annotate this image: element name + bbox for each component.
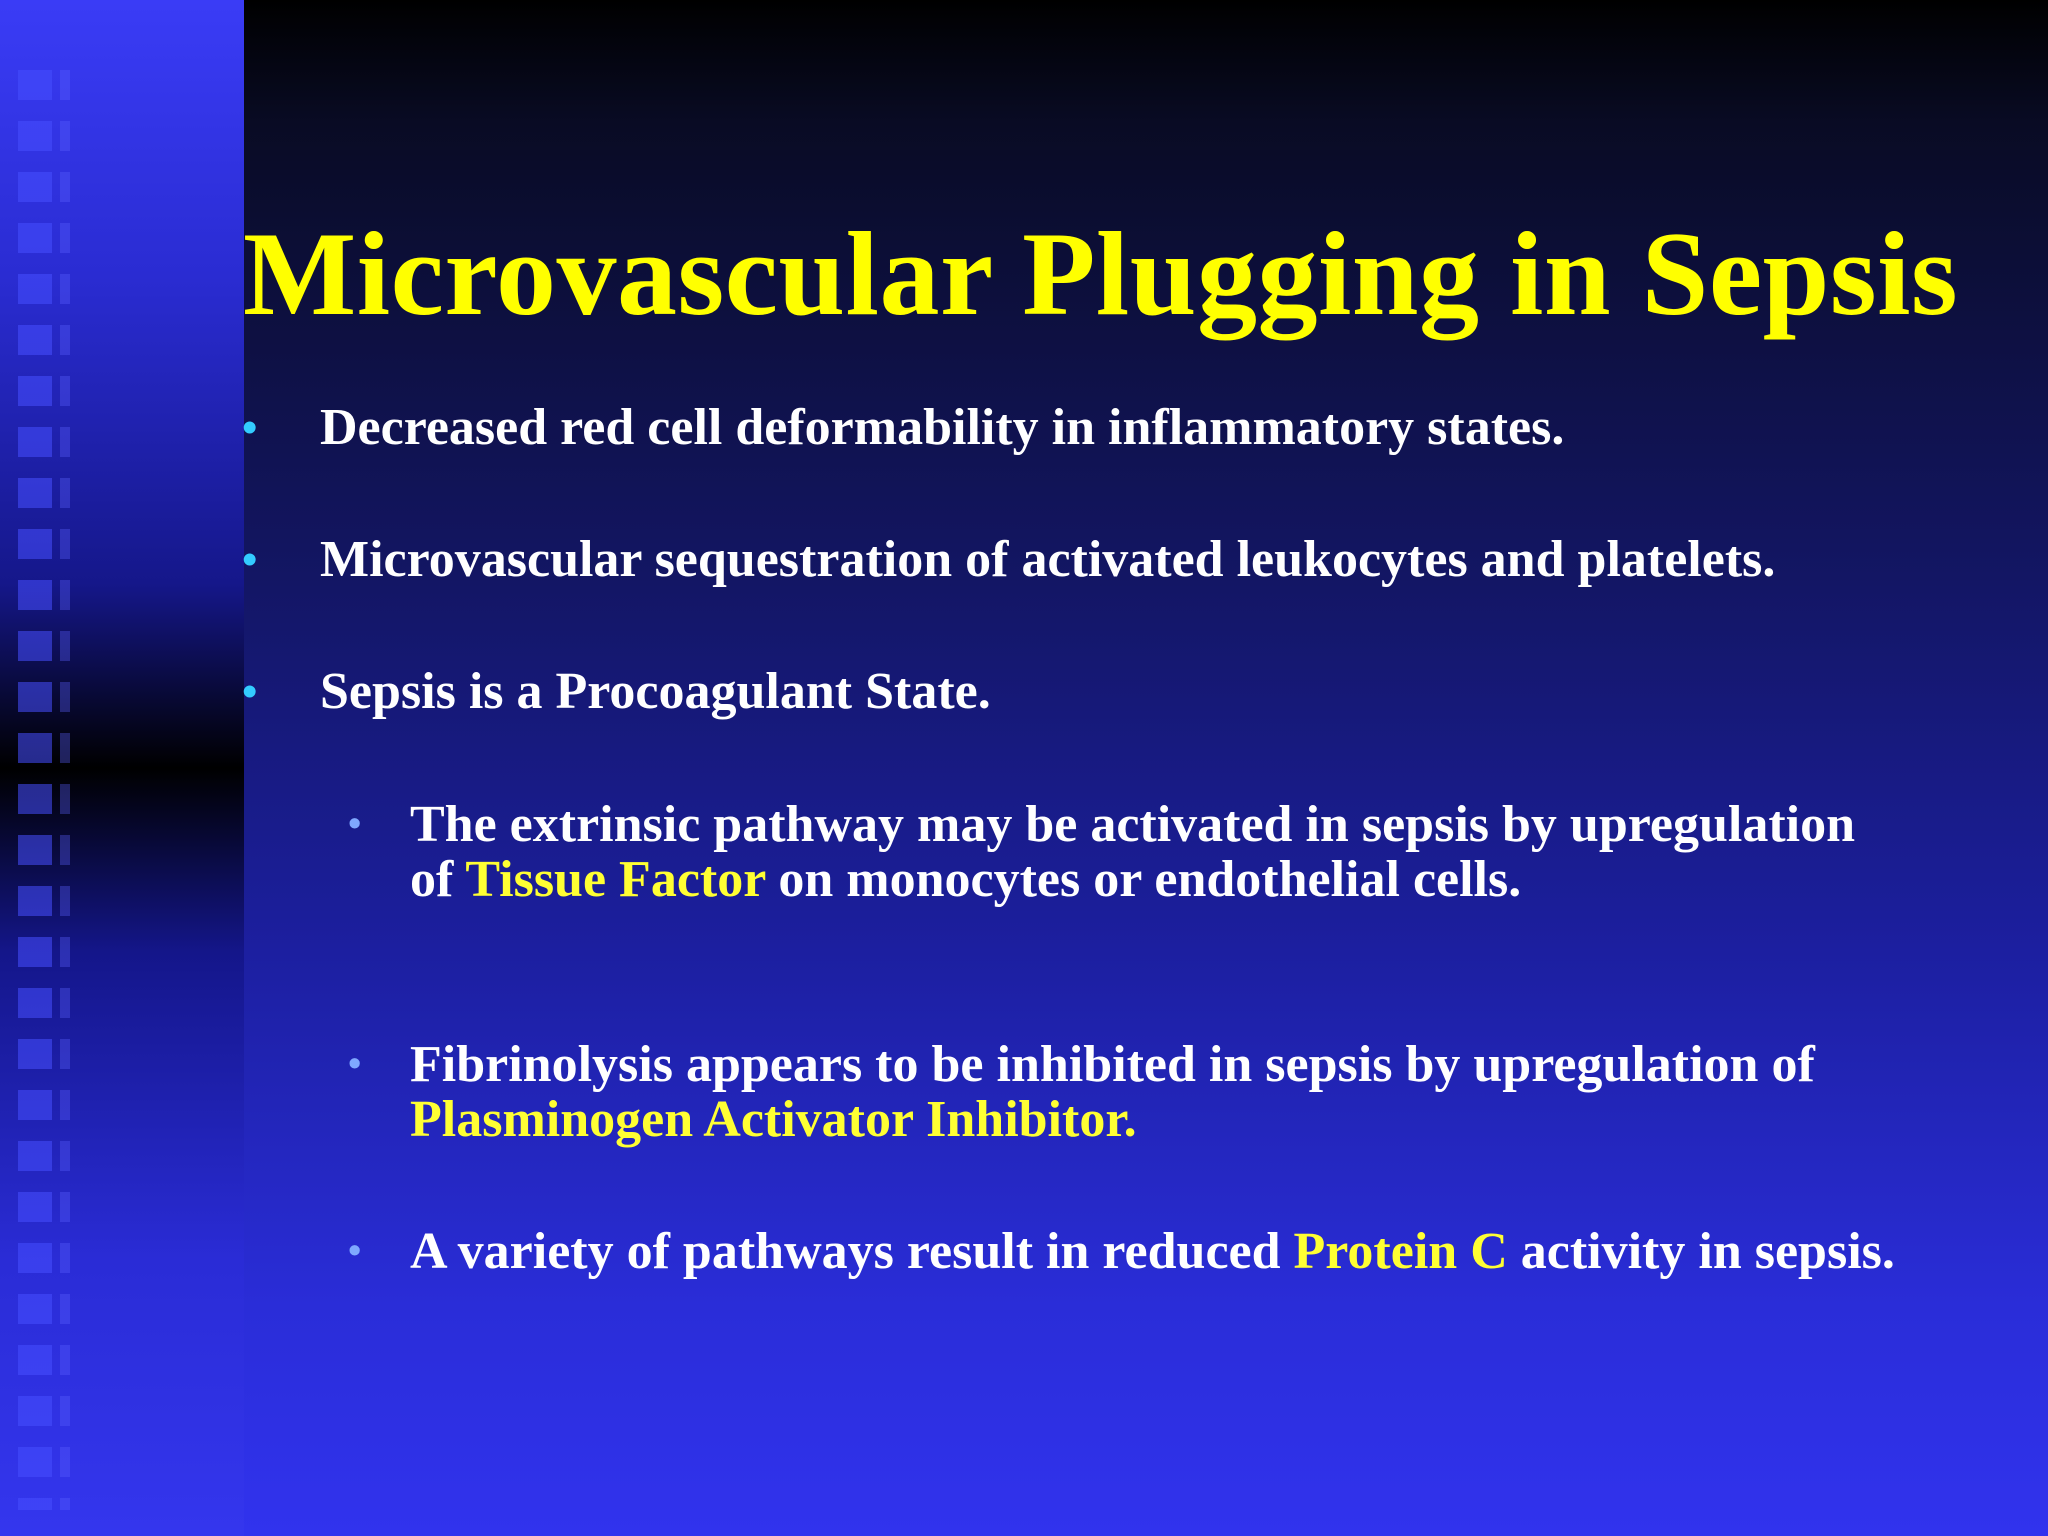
bullet-item: [242, 663, 2020, 720]
decorative-square-column-accent: [60, 70, 70, 1510]
sub-bullet-text-before: The extrinsic pathway may be activated in sepsis by upregulation of: [410, 796, 1856, 908]
sub-bullet-item: [348, 1036, 1910, 1148]
bullet-icon: •: [242, 667, 258, 716]
sub-bullet-icon: •: [348, 803, 362, 845]
sub-bullet-text-before: A variety of pathways result in reduced: [410, 1223, 1294, 1280]
bullet-text: Microvascular sequestration of activated leukocytes and platelets.: [320, 531, 1776, 588]
decorative-sidebar: [0, 0, 244, 1536]
highlighted-term-plasminogen-activator-inhibitor: Plasminogen Activator Inhibitor.: [410, 1091, 1137, 1148]
sub-bullet-item: [348, 796, 1910, 908]
sub-bullet-text-after: activity in sepsis.: [1507, 1223, 1895, 1280]
sub-bullet-text-before: Fibrinolysis appears to be inhibited in sepsis by upregulation of: [410, 1036, 1815, 1093]
bullet-text: Decreased red cell deformability in inflammatory states.: [320, 399, 1565, 456]
sub-bullet-item: [348, 1223, 1910, 1280]
bullet-text: Sepsis is a Procoagulant State.: [320, 663, 991, 720]
bullet-item: [242, 399, 2020, 456]
highlighted-term-tissue-factor: Tissue Factor: [465, 851, 766, 908]
highlighted-term-protein-c: Protein C: [1293, 1223, 1508, 1280]
bullet-icon: •: [242, 535, 258, 584]
sub-bullet-text-after: on monocytes or endothelial cells.: [765, 851, 1522, 908]
bullet-item: [242, 531, 2020, 588]
bullet-icon: •: [242, 403, 258, 452]
decorative-square-column: [18, 70, 52, 1510]
sub-bullet-icon: •: [348, 1230, 362, 1272]
sub-bullet-icon: •: [348, 1043, 362, 1085]
slide-title: Microvascular Plugging in Sepsis: [243, 207, 1959, 340]
